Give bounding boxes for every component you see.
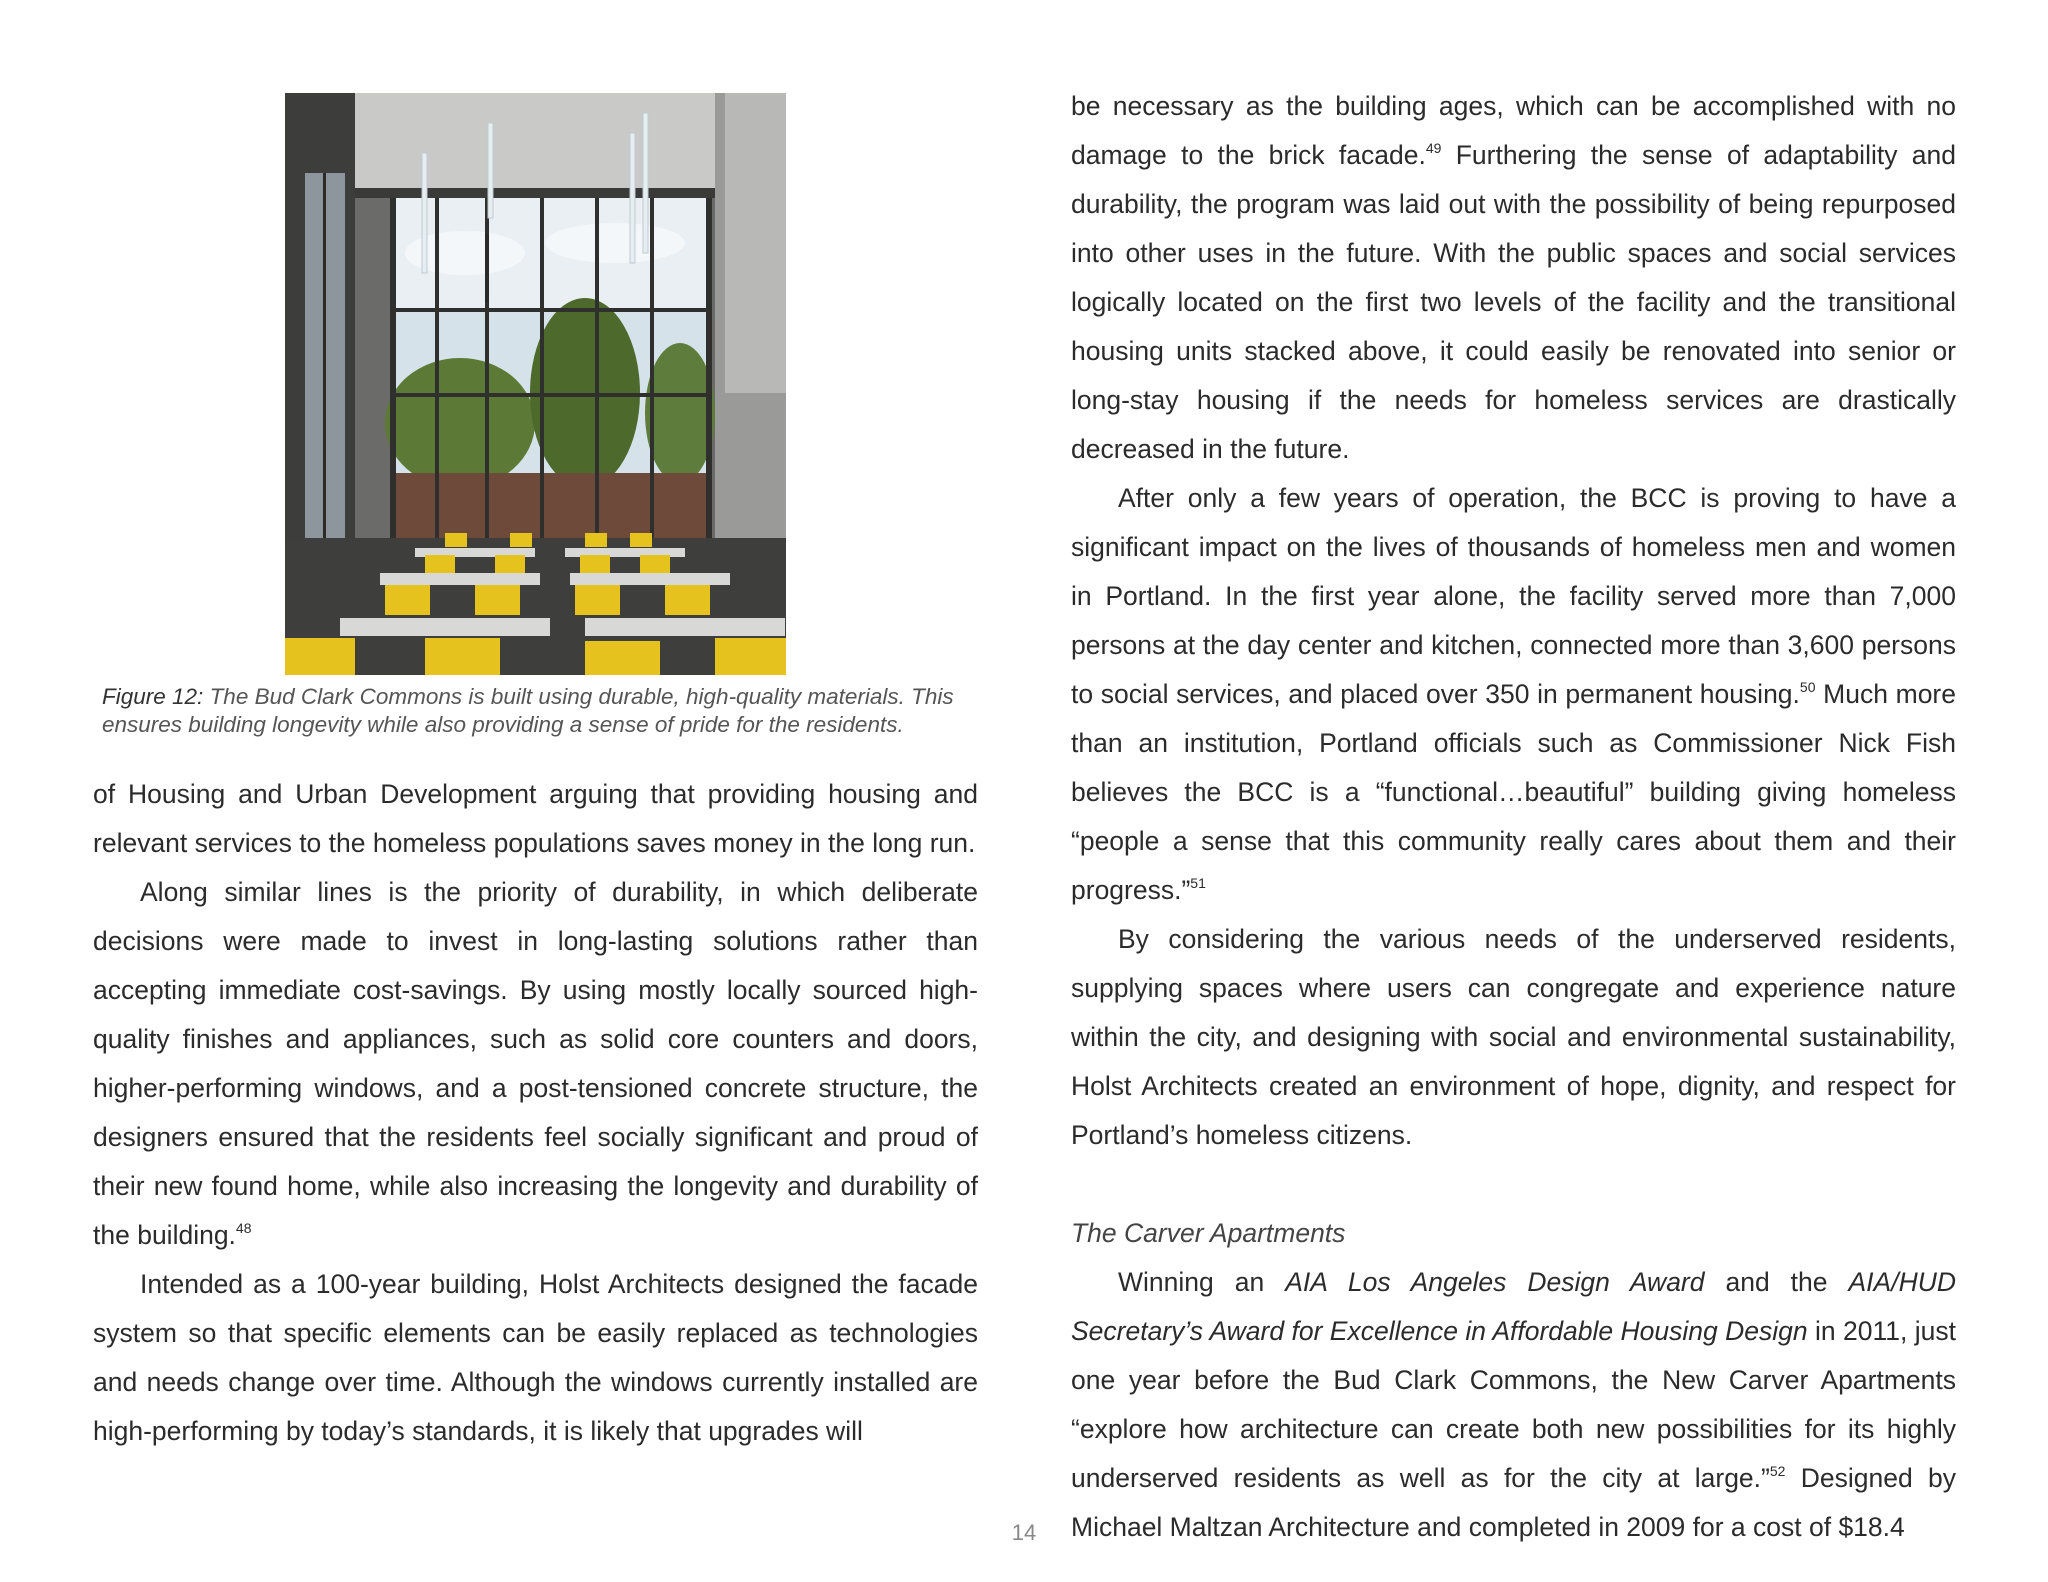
right-paragraph-1a: be necessary as the building ages, which can be accomplished with no damage to the brick facade. bbox=[1071, 91, 1956, 170]
right-paragraph-4a: Winning an bbox=[1118, 1267, 1286, 1297]
right-paragraph-4d: Designed by Michael Maltzan Architecture and completed in 2009 for a cost of $18.4 bbox=[1071, 1463, 1956, 1542]
right-paragraph-1b: Furthering the sense of adaptability and durability, the program was laid out with the possibility of being repurposed into other uses in the future. With the public spaces and social services logically located on the first two levels of the facility and the transitional housing units stacked above, it could easily be renovated into senior or long-stay housing if the needs for homeless services are drastically decreased in the future. bbox=[1071, 140, 1956, 464]
award-name-2: AIA/HUD Secretary’s Award for Excellence in Affordable Housing Design bbox=[1071, 1267, 1956, 1346]
right-paragraph-4 bbox=[1071, 1258, 1956, 1552]
page-number: 14 bbox=[1011, 1520, 1037, 1545]
left-column bbox=[93, 770, 978, 1456]
footnote-marker: 48 bbox=[235, 1220, 252, 1236]
left-paragraph-2-text: Along similar lines is the priority of durability, in which deliberate decisions were made to invest in long-lasting solutions rather than accepting immediate cost-savings. By using mostly locally sourced high-quality finishes and appliances, such as solid core counters and doors, higher-performing windows, and a post-tensioned concrete structure, the designers ensured that the residents feel socially significant and proud of their new found home, while also increasing the longevity and durability of the building. bbox=[93, 877, 978, 1250]
footnote-marker: 50 bbox=[1799, 679, 1816, 695]
award-name-1: AIA Los Angeles Design Award bbox=[1285, 1267, 1705, 1297]
figure-caption bbox=[102, 683, 992, 739]
right-paragraph-2b: Much more than an institution, Portland officials such as Commissioner Nick Fish believes the BCC is a “functional…beautiful” building giving homeless “people a sense that this community really cares about them and their progress.” bbox=[1071, 679, 1956, 905]
figure-caption-text: The Bud Clark Commons is built using durable, high-quality materials. This ensures building longevity while also providing a sense of pride for the residents. bbox=[102, 684, 954, 737]
dining-hall-photo bbox=[285, 93, 786, 675]
right-paragraph-4c: in 2011, just one year before the Bud Clark Commons, the New Carver Apartments “explore how architecture can create both new possibilities for its highly underserved residents as well as for the city at large.” bbox=[1071, 1316, 1956, 1493]
right-paragraph-2a: After only a few years of operation, the BCC is proving to have a significant impact on the lives of thousands of homeless men and women in Portland. In the first year alone, the facility served more than 7,000 persons at the day center and kitchen, connected more than 3,600 persons to social services, and placed over 350 in permanent housing. bbox=[1071, 483, 1956, 709]
footnote-marker: 49 bbox=[1425, 140, 1442, 156]
right-paragraph-1 bbox=[1071, 82, 1956, 474]
left-paragraph-1: of Housing and Urban Development arguing that providing housing and relevant services to the homeless populations saves money in the long run. bbox=[93, 779, 978, 858]
right-paragraph-2 bbox=[1071, 474, 1956, 915]
footnote-marker: 52 bbox=[1769, 1463, 1786, 1479]
right-column bbox=[1071, 82, 1956, 1552]
figure-photo bbox=[285, 93, 786, 675]
left-paragraph-3: Intended as a 100-year building, Holst Architects designed the facade system so that specific elements can be easily replaced as technologies and needs change over time. Although the windows currently installed are high-performing by today’s standards, it is likely that upgrades will bbox=[93, 1269, 978, 1446]
right-paragraph-4b: and the bbox=[1704, 1267, 1849, 1297]
right-paragraph-3: By considering the various needs of the underserved residents, supplying spaces where users can congregate and experience nature within the city, and designing with social and environmental sustainability, Holst Architects created an environment of hope, dignity, and respect for Portland’s homeless citizens. bbox=[1071, 924, 1956, 1150]
section-heading: The Carver Apartments bbox=[1071, 1218, 1346, 1248]
footnote-marker: 51 bbox=[1190, 875, 1206, 891]
figure-label: Figure 12: bbox=[102, 684, 204, 709]
left-paragraph-2 bbox=[93, 868, 978, 1260]
